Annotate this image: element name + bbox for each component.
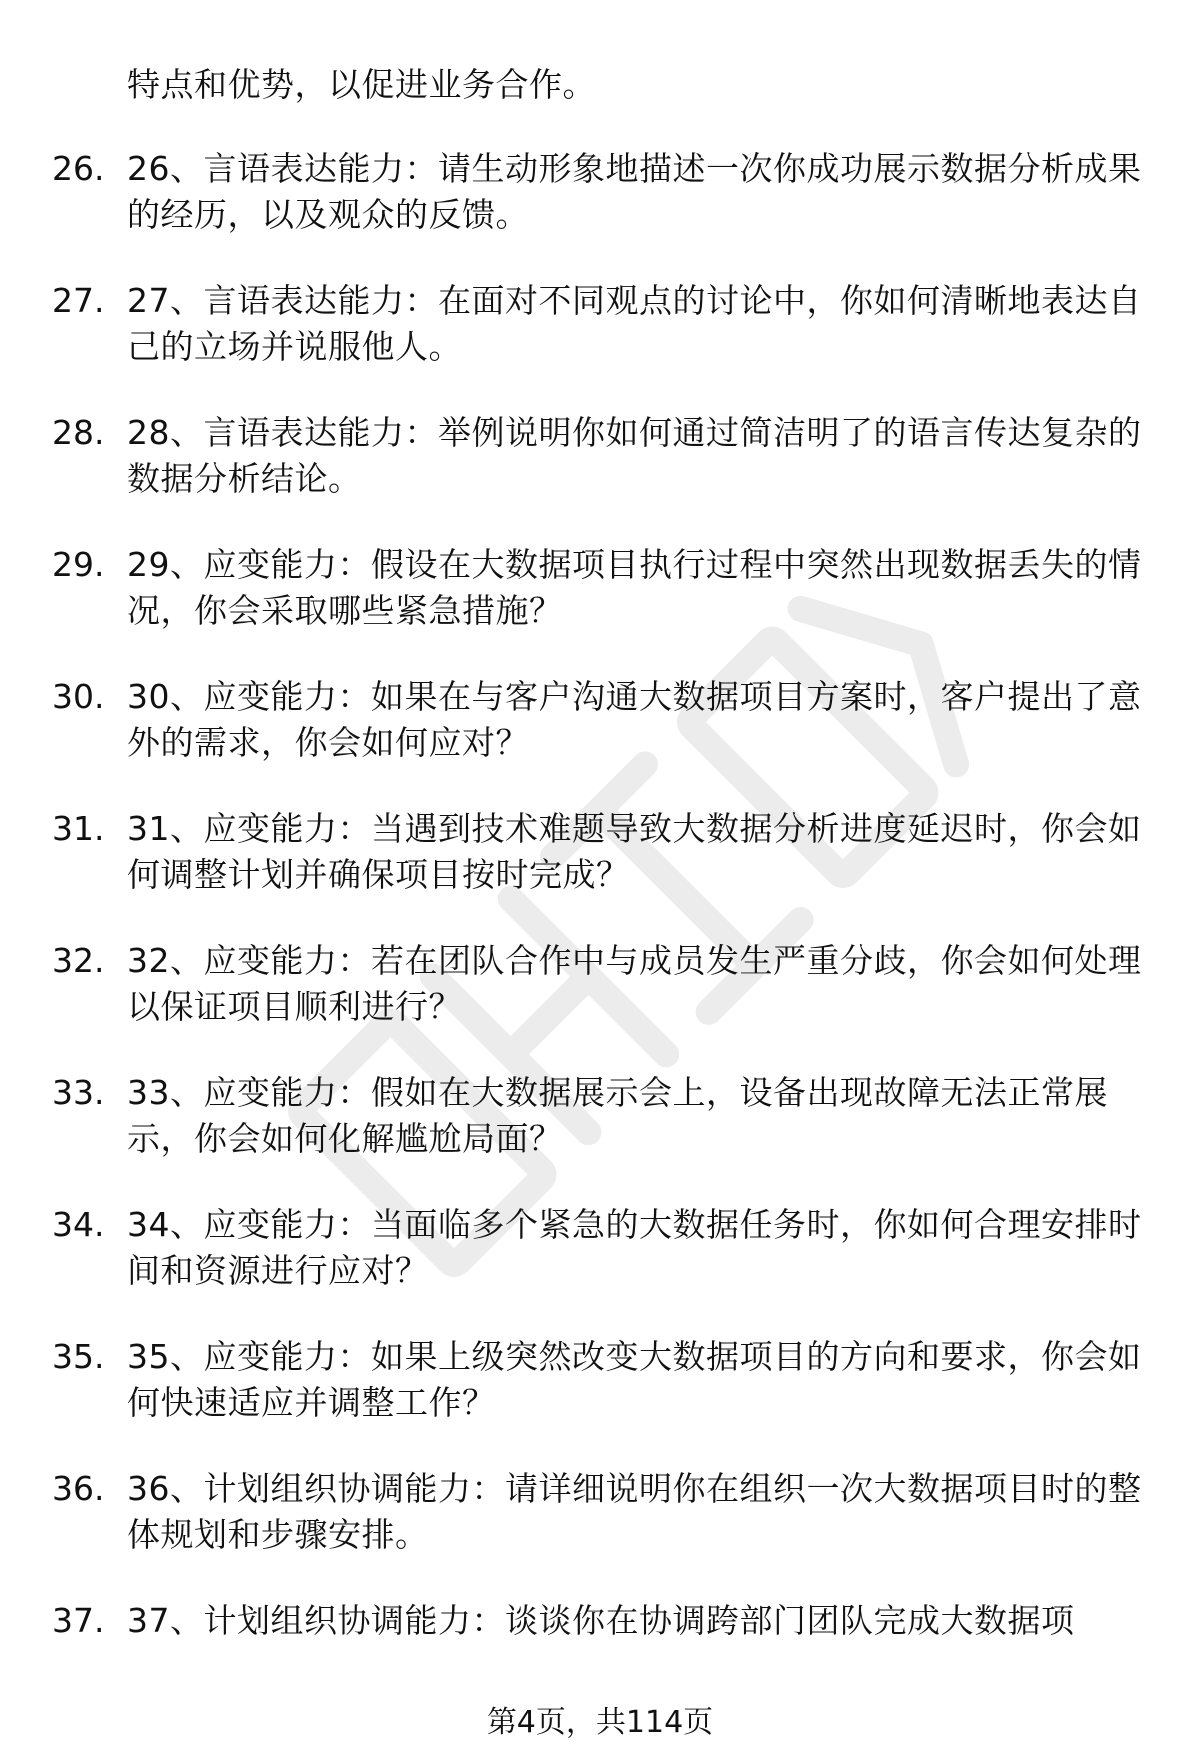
question-text: 26、言语表达能力：请生动形象地描述一次你成功展示数据分析成果的经历，以及观众的反馈。 bbox=[127, 149, 1142, 234]
list-item bbox=[0, 542, 1200, 674]
question-text: 27、言语表达能力：在面对不同观点的讨论中，你如何清晰地表达自己的立场并说服他人。 bbox=[127, 281, 1142, 366]
list-item bbox=[0, 410, 1200, 542]
item-number: 35. bbox=[52, 1337, 105, 1376]
question-text: 32、应变能力：若在团队合作中与成员发生严重分歧，你会如何处理以保证项目顺利进行？ bbox=[127, 941, 1142, 1026]
question-text: 30、应变能力：如果在与客户沟通大数据项目方案时，客户提出了意外的需求，你会如何应对？ bbox=[127, 677, 1142, 762]
item-number: 26. bbox=[52, 149, 105, 188]
question-text: 35、应变能力：如果上级突然改变大数据项目的方向和要求，你会如何快速适应并调整工作？ bbox=[127, 1337, 1142, 1422]
list-item bbox=[0, 1070, 1200, 1202]
page-footer: 第4页，共114页 bbox=[486, 1705, 714, 1740]
item-number: 27. bbox=[52, 281, 105, 320]
question-text: 28、言语表达能力：举例说明你如何通过简洁明了的语言传达复杂的数据分析结论。 bbox=[127, 413, 1142, 498]
question-text: 33、应变能力：假如在大数据展示会上，设备出现故障无法正常展示，你会如何化解尴尬局面？ bbox=[127, 1073, 1108, 1158]
item-number: 30. bbox=[52, 677, 105, 716]
item-number: 32. bbox=[52, 941, 105, 980]
item-number: 29. bbox=[52, 545, 105, 584]
item-number: 36. bbox=[52, 1469, 105, 1508]
list-item bbox=[0, 938, 1200, 1070]
question-text: 34、应变能力：当面临多个紧急的大数据任务时，你如何合理安排时间和资源进行应对？ bbox=[127, 1205, 1142, 1290]
list-item bbox=[0, 1334, 1200, 1466]
item-number: 33. bbox=[52, 1073, 105, 1112]
list-item bbox=[0, 278, 1200, 410]
item-number: 34. bbox=[52, 1205, 105, 1244]
question-text: 29、应变能力：假设在大数据项目执行过程中突然出现数据丢失的情况，你会采取哪些紧急措施？ bbox=[127, 545, 1142, 630]
item-number: 31. bbox=[52, 809, 105, 848]
question-text: 31、应变能力：当遇到技术难题导致大数据分析进度延迟时，你会如何调整计划并确保项目按时完成？ bbox=[127, 809, 1142, 894]
list-item bbox=[0, 806, 1200, 938]
question-text: 36、计划组织协调能力：请详细说明你在组织一次大数据项目时的整体规划和步骤安排。 bbox=[127, 1469, 1142, 1554]
question-list bbox=[0, 146, 1200, 1730]
continuation-text: 特点和优势，以促进业务合作。 bbox=[127, 65, 596, 104]
list-item bbox=[0, 674, 1200, 806]
list-item bbox=[0, 146, 1200, 278]
list-item bbox=[0, 1202, 1200, 1334]
item-number: 28. bbox=[52, 413, 105, 452]
list-item bbox=[0, 1466, 1200, 1598]
question-text: 37、计划组织协调能力：谈谈你在协调跨部门团队完成大数据项 bbox=[127, 1601, 1075, 1640]
item-number: 37. bbox=[52, 1601, 105, 1640]
